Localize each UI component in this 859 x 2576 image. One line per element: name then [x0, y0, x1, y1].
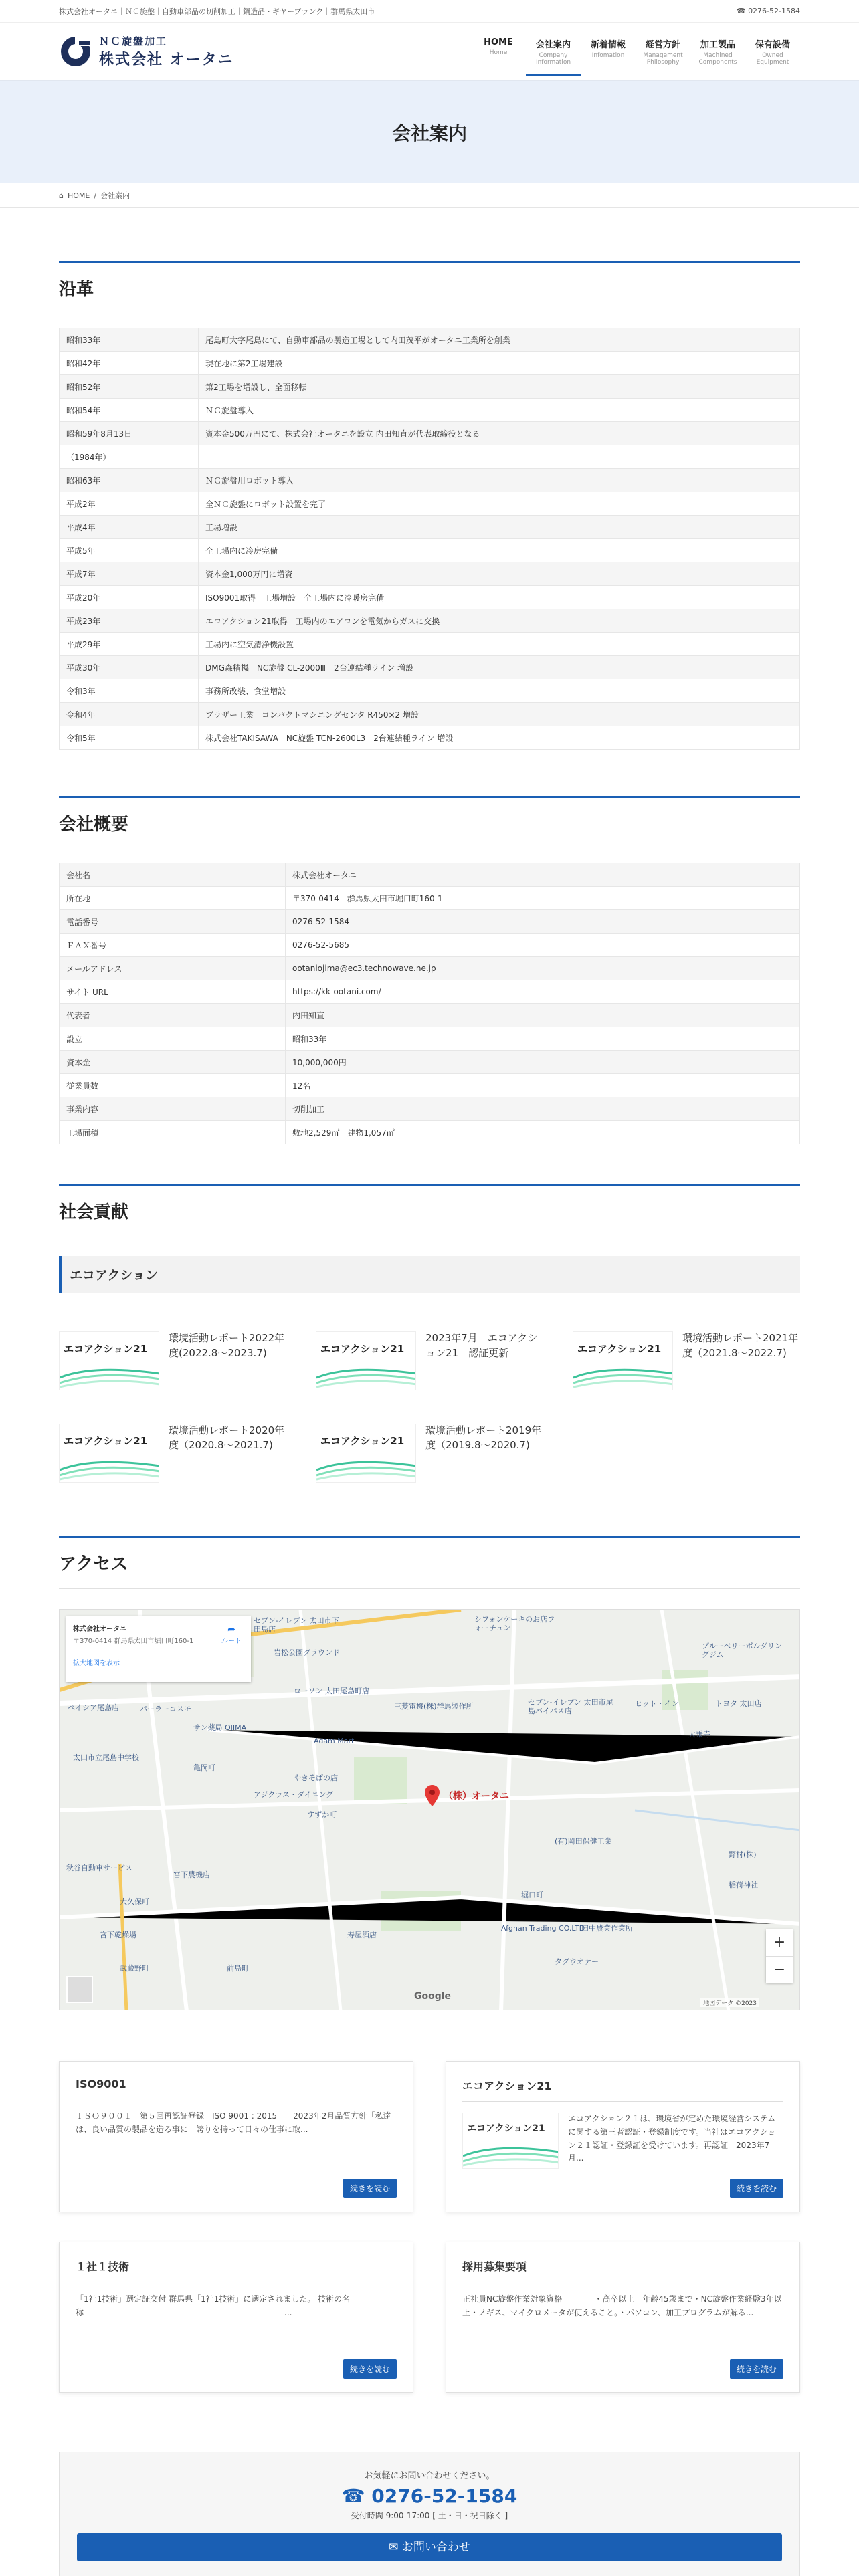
- table-row: [60, 445, 800, 469]
- table-label-cell: 令和4年: [60, 703, 199, 726]
- table-value-cell: 資本金500万円にて、株式会社オータニを設立 内田知直が代表取締役となる: [199, 422, 800, 445]
- phone-icon: ☎: [736, 7, 749, 15]
- table-row: [60, 516, 800, 539]
- location-pin-icon: [425, 1785, 440, 1806]
- read-more-button[interactable]: 続きを読む: [343, 2359, 397, 2379]
- site-logo[interactable]: [59, 34, 234, 69]
- table-row: [60, 1027, 800, 1051]
- eco-report-title: 環境活動レポート2021年度（2021.8～2022.7): [682, 1332, 799, 1359]
- map-place-label: 堀口町: [521, 1891, 543, 1899]
- eco-report-item[interactable]: [59, 1424, 286, 1488]
- map-place-label: ヒット・イン: [635, 1699, 679, 1708]
- nav-philosophy[interactable]: 経営方針 Management Philosophy: [643, 39, 683, 66]
- table-label-cell: 資本金: [60, 1051, 286, 1074]
- map-place-label: (有)岡田保健工業: [555, 1837, 612, 1846]
- table-value-cell: 0276-52-1584: [286, 910, 800, 934]
- map-pin-label: （株）オータニ: [444, 1791, 509, 1802]
- info-cards: [59, 2061, 800, 2393]
- card-title: ISO9001: [76, 2078, 397, 2099]
- top-bar-text: 株式会社オータニ｜ＮＣ旋盤｜自動車部品の切削加工｜鋼造品・ギヤーブランク｜群馬県太田市: [59, 7, 375, 16]
- table-row: [60, 539, 800, 562]
- map-fullscreen-thumb[interactable]: [66, 1976, 93, 2003]
- overview-heading: 会社概要: [59, 815, 129, 835]
- map-place-label: 前島町: [227, 1964, 249, 1973]
- table-label-cell: 平成4年: [60, 516, 199, 539]
- table-label-cell: 昭和52年: [60, 375, 199, 399]
- table-row: [60, 910, 800, 934]
- map-place-label: 武蔵野町: [120, 1964, 149, 1973]
- logo-tagline: ＮＣ旋盤加工: [99, 35, 168, 47]
- table-label-cell: サイト URL: [60, 980, 286, 1004]
- top-bar: [0, 0, 859, 23]
- table-row: [60, 469, 800, 492]
- table-row: [60, 887, 800, 910]
- eco-report-grid: [59, 1331, 800, 1488]
- table-value-cell: [199, 445, 800, 469]
- table-row: [60, 957, 800, 980]
- table-label-cell: 令和3年: [60, 679, 199, 703]
- table-value-cell: エコアクション21取得 工場内のエアコンを電気からガスに交換: [199, 609, 800, 633]
- eco-action-thumbnail: [462, 2113, 559, 2169]
- phone-icon: ☎: [341, 2485, 365, 2507]
- table-label-cell: 従業員数: [60, 1074, 286, 1097]
- directions-icon: ➦: [227, 1624, 235, 1635]
- table-value-cell: 株式会社TAKISAWA NC旋盤 TCN-2600L3 2台連結種ライン 増設: [199, 726, 800, 750]
- table-value-cell: 現在地に第2工場建設: [199, 352, 800, 375]
- table-row: [60, 352, 800, 375]
- table-row: [60, 1051, 800, 1074]
- map-place-label: 大久保町: [120, 1897, 149, 1906]
- global-nav: [471, 28, 800, 76]
- table-label-cell: 電話番号: [60, 910, 286, 934]
- eco-action-thumbnail: [59, 1424, 159, 1483]
- table-row: [60, 1121, 800, 1144]
- card-iso9001: [59, 2061, 413, 2212]
- table-row: [60, 328, 800, 352]
- table-value-cell: 12名: [286, 1074, 800, 1097]
- table-label-cell: （1984年）: [60, 445, 199, 469]
- map-place-label: セブン-イレブン 太田市下田島店: [254, 1616, 339, 1634]
- eco-thumb-label: エコアクション21: [320, 1343, 405, 1355]
- nav-equipment[interactable]: 保有設備 Owned Equipment: [755, 39, 790, 66]
- table-label-cell: ＦＡＸ番号: [60, 934, 286, 957]
- read-more-button[interactable]: 続きを読む: [730, 2179, 783, 2198]
- map-place-label: 太田市立尾島中学校: [73, 1753, 139, 1762]
- table-value-cell: https://kk-ootani.com/: [286, 980, 800, 1004]
- overview-section: [59, 796, 800, 1144]
- map-place-label: 亀岡町: [193, 1763, 215, 1772]
- table-label-cell: 平成7年: [60, 562, 199, 586]
- table-label-cell: 平成29年: [60, 633, 199, 656]
- table-label-cell: 平成5年: [60, 539, 199, 562]
- table-row: [60, 633, 800, 656]
- map-card-link[interactable]: 拡大地図を表示: [73, 1660, 120, 1667]
- eco-action-thumbnail: [316, 1331, 416, 1390]
- nav-news[interactable]: 新着情報 Infomation: [590, 39, 626, 59]
- mail-icon: ✉: [389, 2541, 399, 2554]
- table-label-cell: 昭和33年: [60, 328, 199, 352]
- table-value-cell: 切削加工: [286, 1097, 800, 1121]
- map-place-label: 田中農業作業所: [581, 1924, 633, 1933]
- table-label-cell: メールアドレス: [60, 957, 286, 980]
- table-row: [60, 1074, 800, 1097]
- breadcrumb-home[interactable]: HOME: [67, 191, 90, 200]
- map-place-label: 秋谷自動車サービス: [66, 1864, 132, 1872]
- map-place-label: トヨタ 太田店: [715, 1699, 762, 1708]
- card-title: 採用募集要項: [462, 2258, 783, 2282]
- map-copyright: 地図データ ©2023: [700, 1998, 759, 2007]
- table-value-cell: 全ＮＣ旋盤にロボット設置を完了: [199, 492, 800, 516]
- table-label-cell: 平成30年: [60, 656, 199, 679]
- zoom-out-icon[interactable]: −: [766, 1956, 793, 1983]
- eco-thumb-label: エコアクション21: [320, 1435, 405, 1447]
- table-label-cell: 事業内容: [60, 1097, 286, 1121]
- eco-wave-graphic: [316, 1358, 416, 1390]
- eco-report-title: 環境活動レポート2020年度（2020.8～2021.7): [169, 1424, 285, 1451]
- table-value-cell: 尾島町大字尾島にて、自動車部品の製造工場として内田茂平がオータニ工業所を創業: [199, 328, 800, 352]
- home-icon: ⌂: [59, 191, 64, 200]
- map-place-label: 野村(株): [729, 1850, 757, 1859]
- table-row: [60, 980, 800, 1004]
- table-row: [60, 703, 800, 726]
- map-info-card: [66, 1616, 251, 1682]
- page-hero: [0, 80, 859, 183]
- table-label-cell: 工場面積: [60, 1121, 286, 1144]
- eco-thumb-label: エコアクション21: [64, 1435, 148, 1447]
- google-logo: Google: [414, 1991, 452, 2002]
- table-value-cell: ISO9001取得 工場増設 全工場内に冷暖房完備: [199, 586, 800, 609]
- social-heading: 社会貢献: [59, 1202, 129, 1222]
- table-label-cell: 昭和59年8月13日: [60, 422, 199, 445]
- table-value-cell: 0276-52-5685: [286, 934, 800, 957]
- table-row: [60, 863, 800, 887]
- map-place-label: ブルーベリーボルダリングジム: [702, 1642, 783, 1660]
- nav-home[interactable]: HOME Home: [484, 37, 513, 56]
- eco-report-item[interactable]: [59, 1331, 286, 1396]
- map-place-label: 寿屋酒店: [347, 1931, 377, 1939]
- map-place-label: ベイシア尾島店: [68, 1703, 119, 1712]
- access-heading: アクセス: [59, 1554, 128, 1574]
- contact-box: [59, 2452, 800, 2576]
- breadcrumb: [0, 183, 859, 208]
- map-place-label: パーラーコスモ: [140, 1705, 191, 1713]
- map-place-label: ローソン 太田尾島町店: [294, 1687, 370, 1695]
- social-section: [59, 1184, 800, 1488]
- table-value-cell: 昭和33年: [286, 1027, 800, 1051]
- table-label-cell: 平成23年: [60, 609, 199, 633]
- contact-hours: 受付時間 9:00-17:00 [ 土・日・祝日除く ]: [351, 2511, 508, 2520]
- table-row: [60, 1004, 800, 1027]
- card-one-company-one-tech: [59, 2242, 413, 2393]
- table-value-cell: ootaniojima@ec3.technowave.ne.jp: [286, 957, 800, 980]
- map-place-label: 稲荷神社: [729, 1881, 758, 1889]
- map-place-label: 岩松公園グラウンド: [274, 1648, 340, 1657]
- eco-subheading: エコアクション: [59, 1256, 800, 1293]
- table-value-cell: 事務所改装、食堂増設: [199, 679, 800, 703]
- table-label-cell: 昭和42年: [60, 352, 199, 375]
- map-place-label: 宮下農機店: [173, 1870, 210, 1879]
- map-pin[interactable]: [425, 1785, 509, 1806]
- map-route-button[interactable]: ➦ ルート: [221, 1624, 242, 1645]
- site-header: [0, 23, 859, 80]
- table-row: [60, 375, 800, 399]
- table-row: [60, 492, 800, 516]
- logo-mark-icon: [59, 35, 92, 68]
- map-place-label: Afghan Trading CO.LTD: [501, 1924, 585, 1933]
- table-value-cell: 10,000,000円: [286, 1051, 800, 1074]
- table-value-cell: 株式会社オータニ: [286, 863, 800, 887]
- map-place-label: 三菱電機(株)群馬製作所: [394, 1702, 474, 1711]
- map-place-label: タグウオテー: [555, 1957, 599, 1966]
- table-value-cell: 敷地2,529㎡ 建物1,057㎡: [286, 1121, 800, 1144]
- read-more-button[interactable]: 続きを読む: [343, 2179, 397, 2198]
- eco-report-title: 2023年7月 エコアクション21 認証更新: [425, 1332, 538, 1359]
- logo-company-name: 株式会社 オータニ: [99, 51, 234, 68]
- table-value-cell: 工場増設: [199, 516, 800, 539]
- map-card-address: 〒370-0414 群馬県太田市堀口町160-1: [73, 1638, 194, 1645]
- table-value-cell: 〒370-0414 群馬県太田市堀口町160-1: [286, 887, 800, 910]
- history-section: [59, 261, 800, 750]
- card-text: 「1社1技術」選定証交付 群馬県「1社1技術」に選定されました。 技術の名称 ...: [76, 2294, 351, 2317]
- map-place-label: シフォンケーキのお店フォーチュン: [474, 1615, 555, 1633]
- table-label-cell: 昭和54年: [60, 399, 199, 422]
- page-title: 会社案内: [391, 122, 467, 144]
- google-map[interactable]: [59, 1609, 800, 2010]
- eco-report-item[interactable]: [316, 1424, 543, 1488]
- table-label-cell: 令和5年: [60, 726, 199, 750]
- eco-wave-graphic: [573, 1358, 673, 1390]
- eco-wave-graphic: [60, 1358, 159, 1390]
- nav-company[interactable]: 会社案内 Company Information: [526, 28, 581, 76]
- table-row: [60, 726, 800, 750]
- eco-action-thumbnail: [573, 1331, 673, 1390]
- breadcrumb-separator: /: [94, 191, 97, 200]
- eco-report-title: 環境活動レポート2019年度（2019.8～2020.7): [425, 1424, 542, 1451]
- table-label-cell: 代表者: [60, 1004, 286, 1027]
- top-bar-tel[interactable]: ☎ 0276-52-1584: [736, 7, 800, 15]
- eco-thumb-label: エコアクション21: [467, 2123, 545, 2134]
- table-value-cell: 第2工場を増設し、全面移転: [199, 375, 800, 399]
- card-text: 正社員NC旋盤作業対象資格 ・高卒以上 年齢45歳まで・NC旋盤作業経験3年以上・ノギス、マイクロメータが使えること。・パソコン、加工プログラムが解る...: [462, 2294, 782, 2317]
- card-ecoaction21: [446, 2061, 800, 2212]
- card-text: ＩＳＯ９００１ 第５回再認証登録 ISO 9001 : 2015 2023年2月品質方針「私達は、良い品質の製品を造る事に 誇りを持って日々の仕事に取...: [76, 2111, 391, 2134]
- map-place-label: やきそばの店: [294, 1774, 338, 1782]
- table-value-cell: ブラザー工業 コンパクトマシニングセンタ R450×2 増設: [199, 703, 800, 726]
- zoom-in-icon[interactable]: +: [773, 1934, 786, 1951]
- eco-report-item[interactable]: [573, 1331, 800, 1396]
- map-place-label: セブン-イレブン 太田市尾島バイパス店: [528, 1698, 613, 1716]
- overview-table: [59, 863, 800, 1144]
- table-row: [60, 1097, 800, 1121]
- table-value-cell: 資本金1,000万円に増資: [199, 562, 800, 586]
- map-place-label: アジクラス・ダイニング: [254, 1790, 334, 1799]
- table-label-cell: 設立: [60, 1027, 286, 1051]
- eco-report-title: 環境活動レポート2022年度(2022.8～2023.7): [169, 1332, 285, 1359]
- eco-wave-graphic: [60, 1450, 159, 1483]
- table-row: [60, 562, 800, 586]
- map-place-label: Adam Mart: [314, 1737, 355, 1745]
- table-label-cell: 所在地: [60, 887, 286, 910]
- table-value-cell: 工場内に空気清浄機設置: [199, 633, 800, 656]
- map-zoom-control: [766, 1929, 793, 1983]
- table-row: [60, 586, 800, 609]
- eco-wave-graphic: [463, 2136, 559, 2169]
- map-card-name: 株式会社オータニ: [73, 1626, 126, 1633]
- map-place-label: すずか町: [307, 1810, 337, 1819]
- table-value-cell: 内田知直: [286, 1004, 800, 1027]
- eco-report-item[interactable]: [316, 1331, 543, 1396]
- table-row: [60, 656, 800, 679]
- table-row: [60, 422, 800, 445]
- map-place-label: 大乗寺: [688, 1730, 710, 1739]
- eco-thumb-label: エコアクション21: [64, 1343, 148, 1355]
- history-table: [59, 328, 800, 750]
- card-title: １社１技術: [76, 2258, 397, 2282]
- map-place-label: サン薬局 OJIMA: [193, 1723, 247, 1732]
- contact-button[interactable]: ✉ お問い合わせ: [77, 2533, 782, 2561]
- table-row: [60, 679, 800, 703]
- read-more-button[interactable]: 続きを読む: [730, 2359, 783, 2379]
- table-label-cell: 平成20年: [60, 586, 199, 609]
- eco-wave-graphic: [316, 1450, 416, 1483]
- table-label-cell: 昭和63年: [60, 469, 199, 492]
- contact-tel[interactable]: ☎ 0276-52-1584: [341, 2485, 518, 2507]
- table-label-cell: 会社名: [60, 863, 286, 887]
- table-value-cell: DMG森精機 NC旋盤 CL-2000Ⅲ 2台連結種ライン 増設: [199, 656, 800, 679]
- map-place-label: 宮下乾燥場: [100, 1931, 136, 1939]
- table-row: [60, 609, 800, 633]
- card-recruitment: [446, 2242, 800, 2393]
- card-text: エコアクション２１は、環境省が定めた環境経営システムに関する第三者認証・登録制度です。当社はエコアクション２１認証・登録証を受けています。再認証 2023年7月...: [568, 2114, 776, 2163]
- eco-action-thumbnail: [59, 1331, 159, 1390]
- table-value-cell: ＮＣ旋盤用ロボット導入: [199, 469, 800, 492]
- eco-thumb-label: エコアクション21: [577, 1343, 662, 1355]
- eco-action-thumbnail: [316, 1424, 416, 1483]
- card-title: エコアクション21: [462, 2078, 783, 2102]
- table-label-cell: 平成2年: [60, 492, 199, 516]
- access-section: [59, 1536, 800, 2010]
- breadcrumb-current: 会社案内: [100, 191, 130, 200]
- table-value-cell: ＮＣ旋盤導入: [199, 399, 800, 422]
- history-heading: 沿革: [59, 280, 94, 300]
- table-row: [60, 934, 800, 957]
- table-value-cell: 全工場内に冷房完備: [199, 539, 800, 562]
- nav-products[interactable]: 加工製品 Machined Components: [698, 39, 737, 66]
- contact-lead: お気軽にお問い合わせください。: [364, 2471, 495, 2481]
- table-row: [60, 399, 800, 422]
